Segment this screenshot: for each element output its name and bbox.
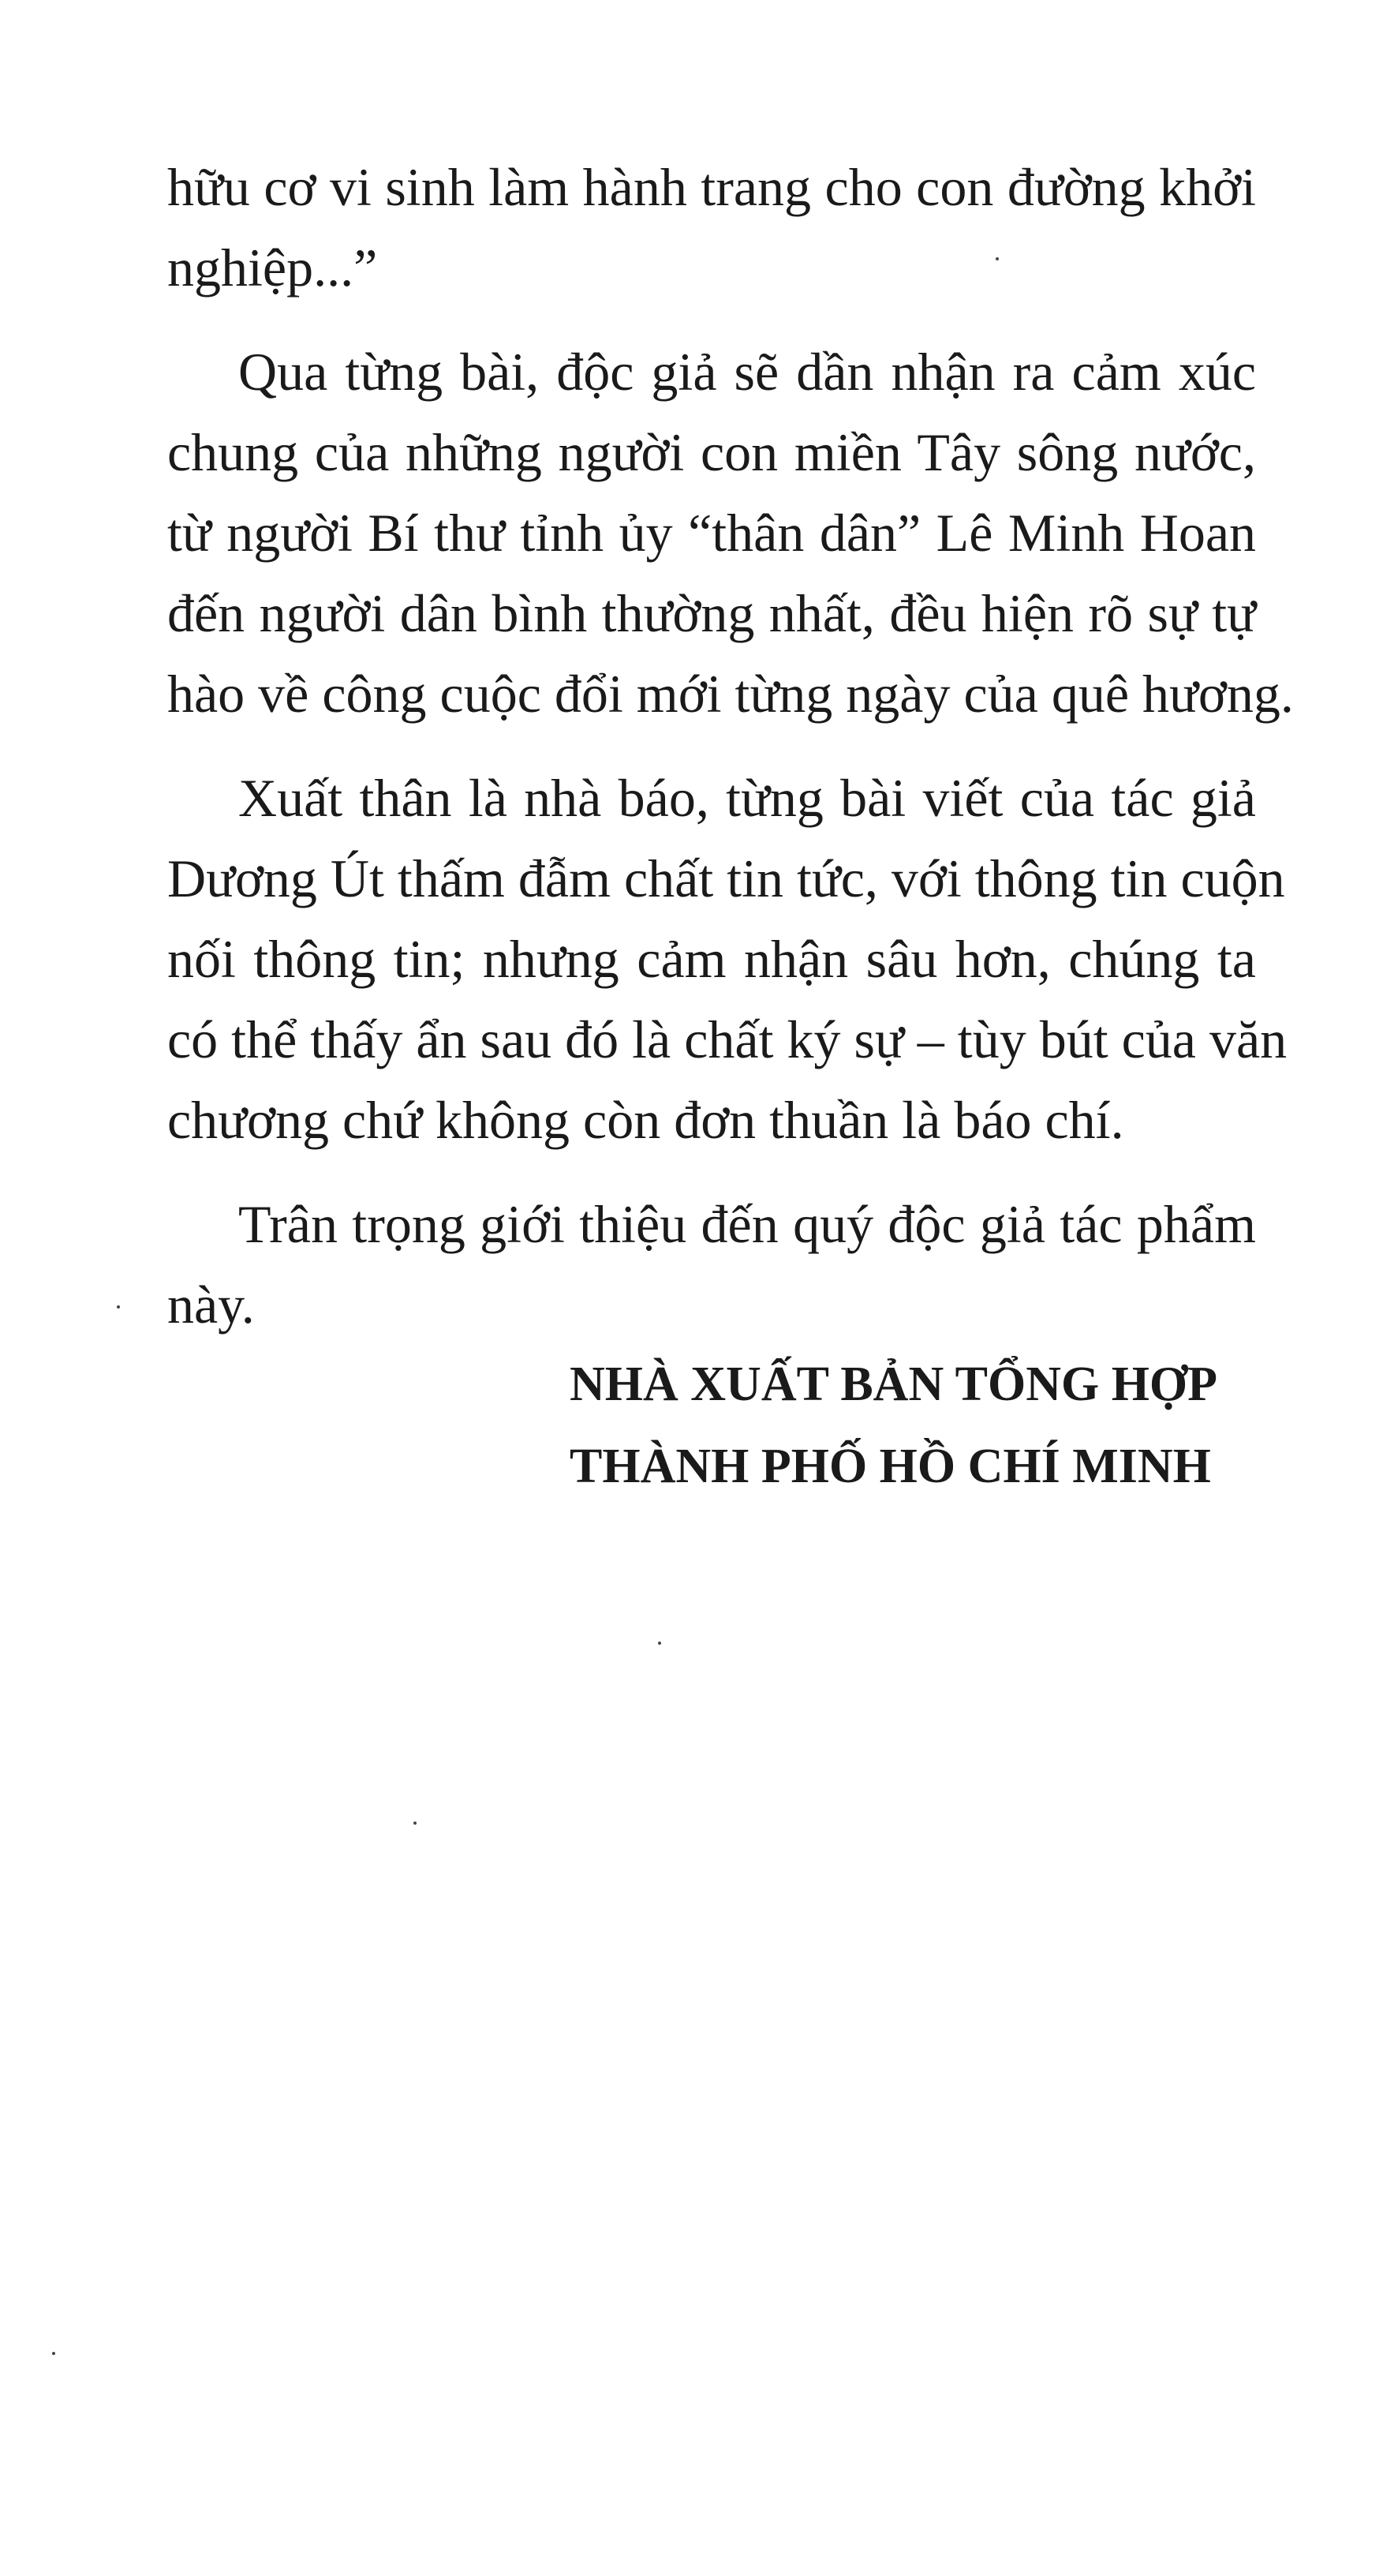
text-line: có thể thấy ẩn sau đó là chất ký sự – tùy bút của văn [167, 1009, 1288, 1069]
paragraph [167, 331, 1294, 734]
text-line: Qua từng bài, độc giả sẽ dần nhận ra cảm xúc [238, 342, 1256, 402]
publisher-signature [570, 1343, 1232, 1507]
paragraph [167, 1184, 1256, 1345]
text-line: chung của những người con miền Tây sông nước, [167, 422, 1256, 482]
text-line: nghiệp...” [167, 238, 378, 298]
paragraph [167, 758, 1288, 1160]
text-line: Dương Út thấm đẫm chất tin tức, với thông tin cuộn [167, 848, 1285, 908]
text-line: đến người dân bình thường nhất, đều hiện rõ sự tự [167, 583, 1256, 643]
scan-speck [996, 257, 999, 260]
text-line: hào về công cuộc đổi mới từng ngày của quê hương. [167, 664, 1294, 724]
scan-speck [658, 1642, 661, 1645]
paragraph [167, 147, 1256, 308]
text-line: Xuất thân là nhà báo, từng bài viết của tác giả [238, 768, 1256, 828]
text-line: nối thông tin; nhưng cảm nhận sâu hơn, chúng ta [167, 929, 1256, 989]
scan-speck [413, 1822, 417, 1825]
text-line: hữu cơ vi sinh làm hành trang cho con đường khởi [167, 157, 1256, 217]
text-line: chương chứ không còn đơn thuần là báo chí. [167, 1090, 1124, 1150]
text-line: từ người Bí thư tỉnh ủy “thân dân” Lê Minh Hoan [167, 503, 1256, 563]
text-line: này. [167, 1275, 255, 1335]
text-line: Trân trọng giới thiệu đến quý độc giả tác phẩm [238, 1194, 1256, 1254]
scan-speck [52, 2352, 55, 2355]
scan-speck [117, 1305, 120, 1309]
publisher-name-line-2: THÀNH PHỐ HỒ CHÍ MINH [570, 1440, 1211, 1493]
publisher-name-line-1: NHÀ XUẤT BẢN TỔNG HỢP [570, 1357, 1218, 1411]
body-text [167, 147, 1294, 1345]
